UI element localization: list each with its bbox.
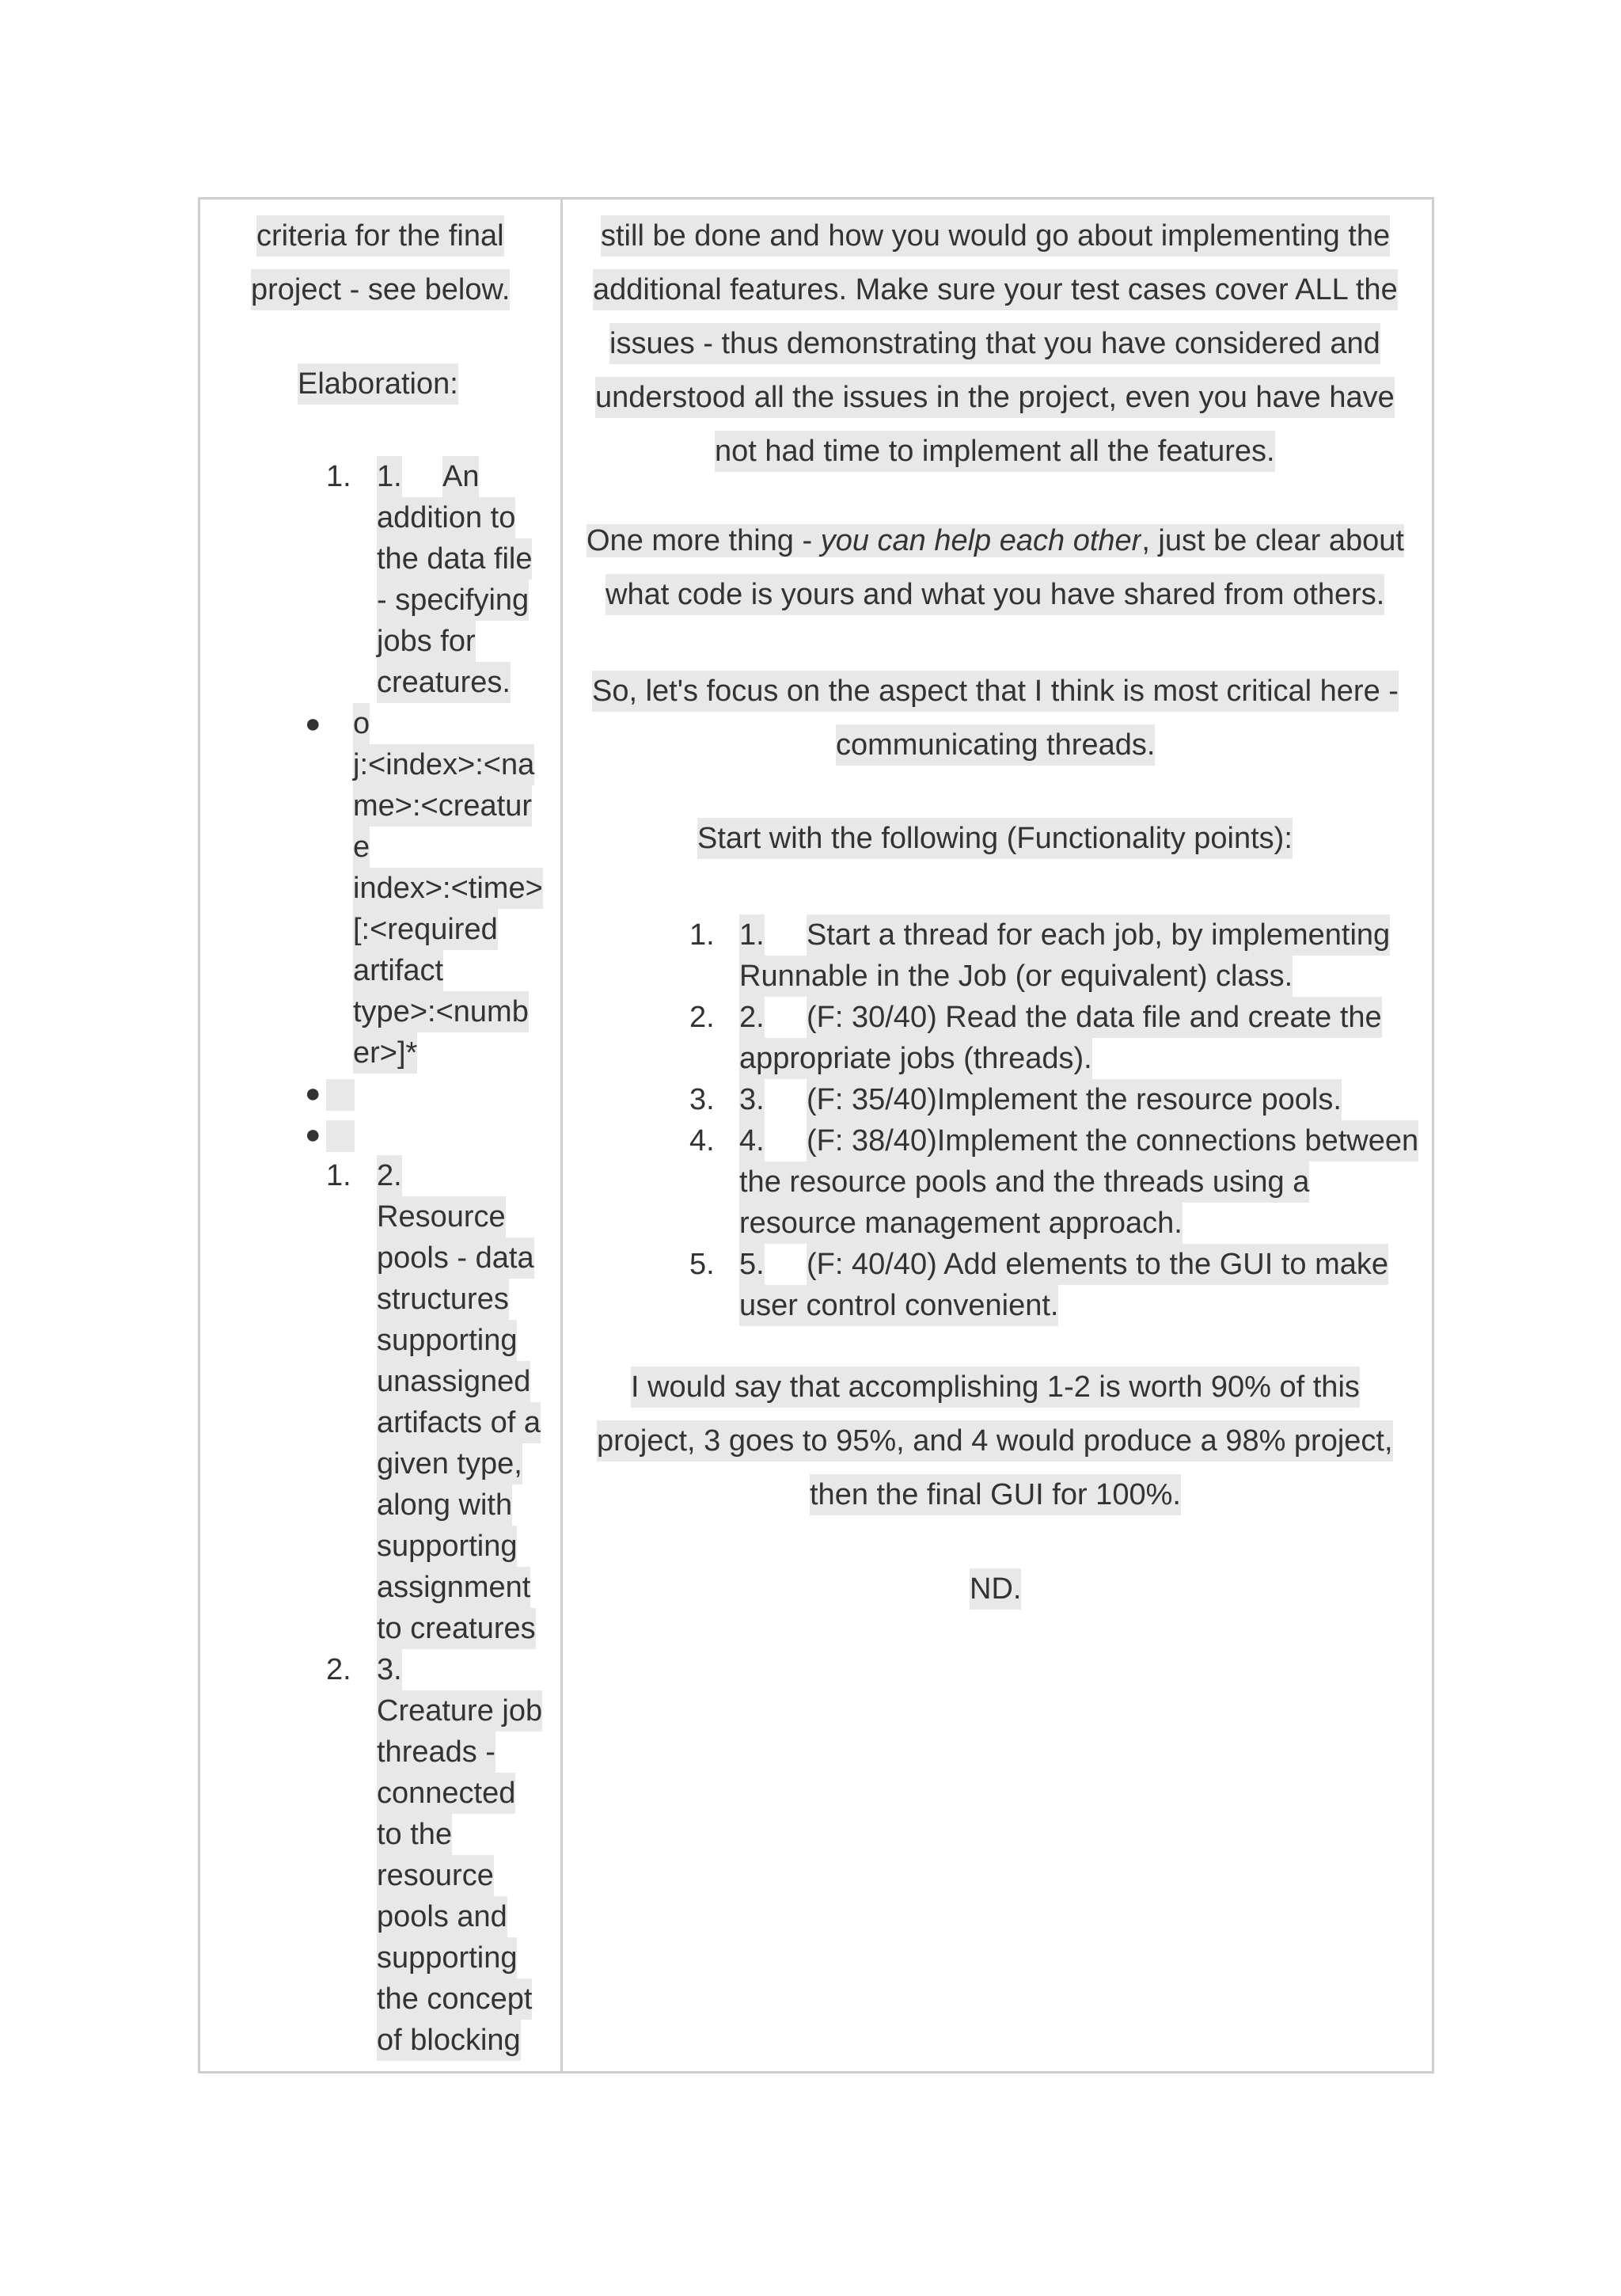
list-subnumber: 2.: [377, 1155, 402, 1196]
bullet-text: e: [353, 827, 370, 868]
list-subnumber: 5.: [739, 1244, 765, 1285]
paragraph-line: I would say that accomplishing 1-2 is worth 90% of this: [631, 1367, 1360, 1408]
list-subnumber: 3.: [377, 1649, 402, 1690]
emphasized-text: you can help each other: [820, 524, 1142, 557]
bullet-text: type>:<numb: [353, 991, 529, 1032]
list-number: 2.: [689, 1001, 715, 1034]
list-number: 4.: [689, 1124, 715, 1158]
list-item-text: supporting: [377, 1937, 517, 1979]
section-heading: Elaboration:: [298, 363, 458, 405]
list-item-text: supporting: [377, 1320, 517, 1361]
column-divider: [560, 200, 563, 2071]
bullet-text: er>]*: [353, 1032, 417, 1074]
list-item-text: resource management approach.: [739, 1203, 1183, 1244]
list-item-text: to the: [377, 1814, 452, 1855]
list-item-text: pools and: [377, 1896, 507, 1937]
list-number: 1.: [326, 460, 351, 493]
empty-bullet-highlight: [326, 1079, 355, 1111]
list-item-text: the resource pools and the threads using a: [739, 1161, 1309, 1203]
list-subnumber: 1.: [377, 456, 402, 497]
list-item-text: (F: 30/40) Read the data file and create the: [807, 997, 1382, 1038]
list-item-text: along with: [377, 1484, 512, 1526]
list-item-text: Resource: [377, 1196, 506, 1237]
list-number: 5.: [689, 1248, 715, 1281]
list-number: 1.: [689, 918, 715, 952]
list-item-text: pools - data: [377, 1237, 534, 1279]
bullet-marker: ●: [305, 709, 321, 739]
bullet-text: me>:<creatur: [353, 785, 532, 827]
list-item-text: An: [442, 456, 479, 497]
paragraph-line: understood all the issues in the project, even you have have: [595, 377, 1395, 418]
sub-bullet-marker: o: [353, 703, 370, 744]
list-subnumber: 4.: [739, 1120, 765, 1161]
list-item-text: addition to: [377, 497, 515, 538]
list-subnumber: 3.: [739, 1079, 765, 1120]
paragraph-line: additional features. Make sure your test cases cover ALL the: [593, 269, 1398, 310]
list-item-text: of blocking: [377, 2020, 521, 2061]
list-item-text: creatures.: [377, 662, 511, 703]
paragraph-line: project, 3 goes to 95%, and 4 would produce a 98% project,: [597, 1420, 1393, 1462]
list-subnumber: 2.: [739, 997, 765, 1038]
signature: ND.: [970, 1568, 1021, 1610]
paragraph-line: So, let's focus on the aspect that I think is most critical here -: [592, 671, 1399, 712]
list-item-text: connected: [377, 1773, 515, 1814]
intro-line: project - see below.: [251, 269, 510, 310]
bullet-marker: ●: [305, 1078, 321, 1108]
list-item-text: the concept: [377, 1979, 532, 2020]
bullet-marker: ●: [305, 1119, 321, 1150]
list-number: 2.: [326, 1653, 351, 1686]
list-item-text: to creatures: [377, 1608, 536, 1649]
bullet-text: index>:<time>: [353, 868, 543, 909]
list-item-text: (F: 38/40)Implement the connections between: [807, 1120, 1418, 1161]
paragraph-line: communicating threads.: [836, 724, 1155, 766]
paragraph-line: then the final GUI for 100%.: [810, 1474, 1181, 1515]
intro-line: criteria for the final: [256, 215, 504, 257]
list-item-text: (F: 35/40)Implement the resource pools.: [807, 1079, 1342, 1120]
bullet-text: j:<index>:<na: [353, 744, 534, 785]
list-item-text: structures: [377, 1279, 509, 1320]
bullet-text: [:<required: [353, 909, 498, 950]
paragraph-line: issues - thus demonstrating that you have considered and: [609, 323, 1380, 364]
list-subnumber: 1.: [739, 914, 765, 956]
paragraph-line: what code is yours and what you have shared from others.: [606, 574, 1384, 615]
paragraph-line: [587, 520, 1404, 561]
list-item-text: artifacts of a: [377, 1402, 541, 1443]
list-item-text: user control convenient.: [739, 1285, 1058, 1326]
list-item-text: Start a thread for each job, by implementing: [807, 914, 1390, 956]
list-item-text: resource: [377, 1855, 494, 1896]
paragraph-line: not had time to implement all the features.: [715, 431, 1275, 472]
list-item-text: supporting: [377, 1526, 517, 1567]
list-item-text: jobs for: [377, 621, 476, 662]
list-item-text: appropriate jobs (threads).: [739, 1038, 1092, 1079]
list-item-text: - specifying: [377, 580, 529, 621]
list-item-text: the data file: [377, 538, 532, 580]
list-item-text: given type,: [377, 1443, 522, 1484]
bullet-text: artifact: [353, 950, 443, 991]
list-item-text: unassigned: [377, 1361, 530, 1402]
list-item-text: Creature job: [377, 1690, 542, 1732]
paragraph-line: Start with the following (Functionality points):: [697, 818, 1293, 859]
text-span: One more thing -: [587, 524, 821, 557]
list-item-text: assignment: [377, 1567, 530, 1608]
list-item-text: (F: 40/40) Add elements to the GUI to make: [807, 1244, 1388, 1285]
text-span: , just be clear about: [1141, 524, 1404, 557]
list-number: 1.: [326, 1159, 351, 1192]
list-number: 3.: [689, 1083, 715, 1116]
empty-bullet-highlight: [326, 1120, 355, 1152]
list-item-text: threads -: [377, 1732, 495, 1773]
list-item-text: Runnable in the Job (or equivalent) class.: [739, 956, 1293, 997]
paragraph-line: still be done and how you would go about implementing the: [601, 215, 1390, 257]
